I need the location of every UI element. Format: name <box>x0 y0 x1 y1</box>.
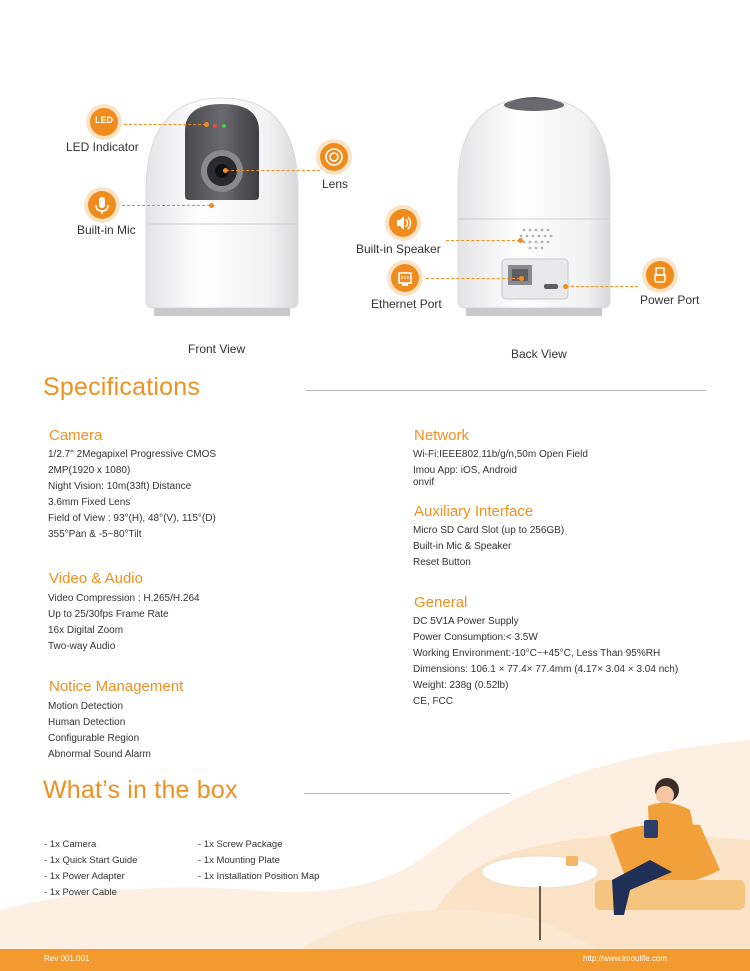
lens-leader-dot <box>223 168 228 173</box>
speaker-leader-dot <box>518 238 523 243</box>
list-item: Motion Detection <box>48 701 124 712</box>
mic-icon <box>88 191 116 219</box>
general-heading: General <box>414 594 468 611</box>
lens-label: Lens <box>322 177 349 191</box>
list-item: DC 5V1A Power Supply <box>413 616 519 627</box>
box-contents-col2 <box>198 837 319 885</box>
list-item: Configurable Region <box>48 733 140 744</box>
led-indicator-label: LED Indicator <box>66 140 139 154</box>
ethernet-leader-dot <box>519 276 524 281</box>
list-item: Abnormal Sound Alarm <box>48 749 151 760</box>
speaker-leader-line <box>446 240 520 241</box>
mic-leader-line <box>122 205 210 206</box>
general-spec-list <box>413 614 678 710</box>
list-item: 1/2.7" 2Megapixel Progressive CMOS <box>48 449 217 460</box>
camera-heading: Camera <box>49 427 103 444</box>
list-item: Power Consumption:< 3.5W <box>413 632 538 643</box>
list-item: Built-in Mic & Speaker <box>413 541 512 552</box>
auxiliary-interface-heading: Auxiliary Interface <box>414 503 534 520</box>
list-item: Working Environment:-10°C~+45°C, Less Than 95%RH <box>413 648 661 659</box>
list-item: 2MP(1920 x 1080) <box>48 465 131 476</box>
whats-in-the-box-title: What’s in the box <box>43 776 238 804</box>
back-view-label: Back View <box>511 347 567 361</box>
list-item: Two-way Audio <box>48 641 116 652</box>
lens-leader-line <box>226 170 320 171</box>
lens-icon <box>320 143 348 171</box>
ethernet-leader-line <box>426 278 520 279</box>
network-heading: Network <box>414 427 470 444</box>
list-item: - 1x Power Adapter <box>44 871 125 882</box>
list-item: Dimensions: 106.1 × 77.4× 77.4mm (4.17× 3.04 × 3.04 nch) <box>413 664 679 675</box>
list-item: Field of View : 93°(H), 48°(V), 115°(D) <box>48 513 216 524</box>
led-icon-text: LED <box>95 115 113 125</box>
list-item: Weight: 238g (0.52lb) <box>413 680 509 691</box>
list-item: Micro SD Card Slot (up to 256GB) <box>413 525 565 536</box>
box-rule <box>304 793 510 794</box>
list-item: CE, FCC <box>413 696 453 707</box>
list-item: Reset Button <box>413 557 471 568</box>
power-port-label: Power Port <box>640 293 700 307</box>
list-item: - 1x Installation Position Map <box>198 871 320 882</box>
led-leader-dot <box>204 122 209 127</box>
list-item: - 1x Quick Start Guide <box>44 855 138 866</box>
website-link[interactable]: http://www.imoulife.com <box>583 954 668 963</box>
built-in-speaker-label: Built-in Speaker <box>356 242 441 256</box>
list-item: Night Vision: 10m(33ft) Distance <box>48 481 192 492</box>
power-leader-line <box>566 286 638 287</box>
mic-leader-dot <box>209 203 214 208</box>
list-item: Video Compression : H.265/H.264 <box>48 593 200 604</box>
list-item: 355°Pan & -5~80°Tilt <box>48 529 142 540</box>
front-view-label: Front View <box>188 342 246 356</box>
list-item: - 1x Mounting Plate <box>198 855 280 866</box>
speaker-icon <box>389 209 417 237</box>
specifications-title: Specifications <box>43 373 201 401</box>
list-item: Wi-Fi:IEEE802.11b/g/n,50m Open Field <box>413 449 588 460</box>
ethernet-port-label: Ethernet Port <box>371 297 442 311</box>
led-icon <box>90 108 118 136</box>
box-contents-col1 <box>44 837 137 901</box>
list-item: Human Detection <box>48 717 126 728</box>
revision-text: Rev 001.001 <box>44 954 90 963</box>
notice-management-heading: Notice Management <box>49 678 184 695</box>
list-item: - 1x Camera <box>44 839 97 850</box>
ethernet-icon <box>391 264 419 292</box>
video-audio-spec-list <box>48 591 200 655</box>
led-leader-line <box>124 124 206 125</box>
auxiliary-spec-list <box>413 523 564 571</box>
footer-bar <box>0 949 750 971</box>
power-port-icon <box>646 261 674 289</box>
list-item: - 1x Screw Package <box>198 839 283 850</box>
built-in-mic-label: Built-in Mic <box>77 223 136 237</box>
network-spec-list <box>413 447 588 489</box>
list-item: Imou App: iOS, Android <box>413 465 517 476</box>
list-item: 16x Digital Zoom <box>48 625 124 636</box>
back-camera-image <box>454 96 614 318</box>
power-leader-dot <box>563 284 568 289</box>
video-audio-heading: Video & Audio <box>49 570 143 587</box>
camera-spec-list <box>48 447 216 543</box>
list-item: Up to 25/30fps Frame Rate <box>48 609 169 620</box>
list-item: 3.6mm Fixed Lens <box>48 497 131 508</box>
list-item: onvif <box>413 477 435 488</box>
specifications-rule <box>306 390 706 391</box>
front-camera-image <box>140 96 305 318</box>
list-item: - 1x Power Cable <box>44 887 117 898</box>
